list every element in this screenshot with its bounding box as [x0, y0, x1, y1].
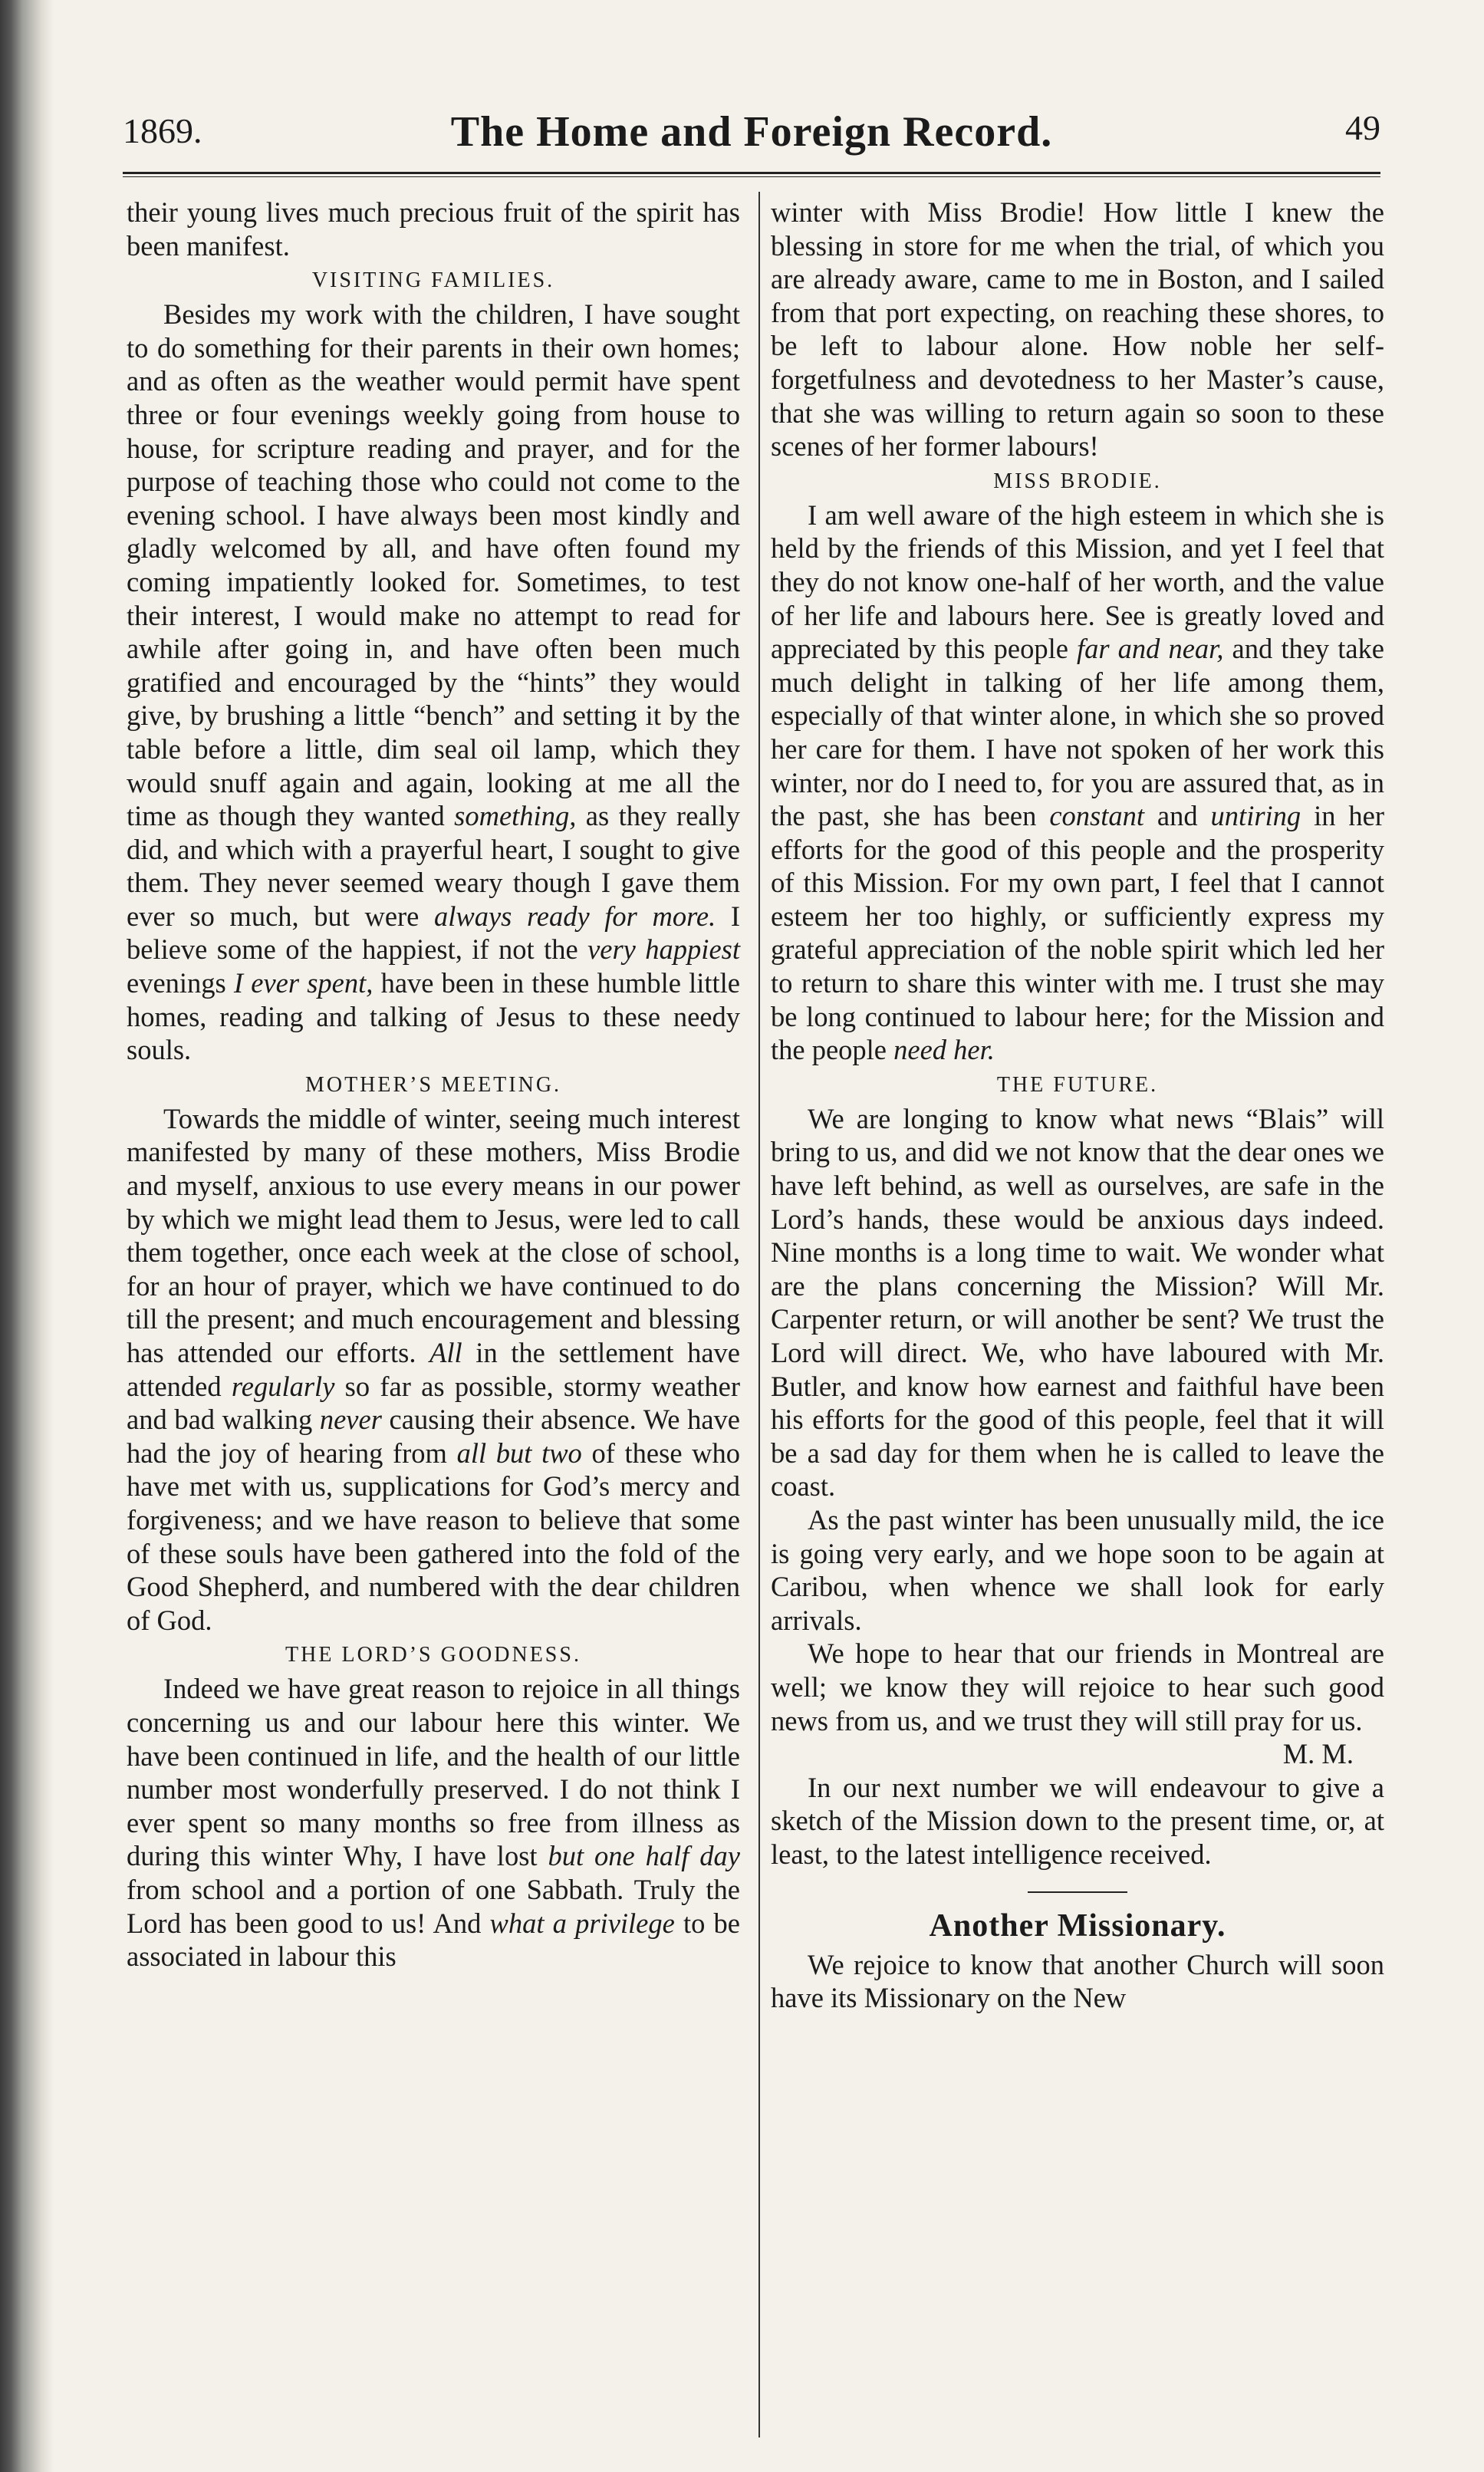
paragraph: We rejoice to know that another Church will soon have its Missionary on the New	[771, 1948, 1384, 2014]
column-divider	[758, 192, 760, 2437]
running-header	[123, 107, 1380, 161]
paragraph: Besides my work with the children, I have sought to do something for their parents in their own homes; and as often as the weather would permit have spent three or four evenings weekly going from house to house, for scripture reading and prayer, and for the purpose of teaching those who could not come to the evening school. I have always been most kindly and gladly welcomed by all, and have often found my coming impatiently looked for. Sometimes, to test their interest, I would make no attempt to read for awhile after going in, and have often been much gratified and encouraged by the “hints” they would give, by brushing a little “bench” and setting it by the table before a little, dim seal oil lamp, which they would snuff again and again, looking at me all the time as though they wanted something, as they really did, and which with a prayerful heart, I sought to give them. They never seemed weary though I gave them ever so much, but were always ready for more. I believe some of the happiest, if not the very happiest evenings I ever spent, have been in these humble little homes, reading and talking of Jesus to these needy souls.	[127, 298, 741, 1066]
paragraph: I am well aware of the high esteem in which she is held by the friends of this Mission, and yet I feel that they do not know one-half of her worth, and the value of her life and labours here. See is greatly loved and appreciated by this people far and near, and they take much delight in talking of her life among them, especially of that winter alone, in which she so proved her care for them. I have not spoken of her work this winter, nor do I need to, for you are assured that, as in the past, she has been constant and untiring in her efforts for the good of this people and the prosperity of this Mission. For my own part, I feel that I cannot esteem her too highly, or sufficiently express my grateful appreciation of the noble spirit which led her to return to share this winter with me. I trust she may be long continued to labour here; for the Mission and the people need her.	[771, 499, 1385, 1066]
header-year: 1869.	[123, 111, 202, 150]
section-heading-miss-brodie: MISS BRODIE.	[993, 469, 1162, 493]
journal-title: The Home and Foreign Record.	[450, 108, 1053, 156]
paragraph: We hope to hear that our friends in Montreal are well; we know they will rejoice to hear such good news from us, and we trust they will still pray for us.	[771, 1638, 1384, 1736]
section-heading-lords-goodness: THE LORD’S GOODNESS.	[285, 1643, 581, 1667]
paragraph: their young lives much precious fruit of the spirit has been manifest.	[127, 196, 740, 262]
article-title: Another Missionary.	[929, 1907, 1226, 1944]
paragraph: In our next number we will endeavour to give a sketch of the Mission down to the present time, or, at least, to the latest intelligence received.	[771, 1771, 1384, 1870]
scanned-page-edge	[0, 0, 54, 2472]
section-heading-visiting-families: VISITING FAMILIES.	[311, 268, 555, 293]
paragraph: As the past winter has been unusually mild, the ice is going very early, and we hope soon to be again at Caribou, when whence we shall look for early arrivals.	[771, 1503, 1384, 1636]
section-heading-mothers-meeting: MOTHER’S MEETING.	[304, 1072, 562, 1097]
signature: M. M.	[1282, 1738, 1354, 1770]
paragraph: We are longing to know what news “Blais” will bring to us, and did we not know that the dear ones we have left behind, as well as ourselves, are safe in the Lord’s hands, these would be anxious days indeed. Nine months is a long time to wait. We wonder what are the plans concerning the Mission? Will Mr. Carpenter return, or will another be sent? We trust the Lord will direct. We, who have laboured with Mr. Butler, and know how earnest and faithful have been his efforts for the good of this people, feel that it will be a sad day for them when he is called to leave the coast.	[771, 1102, 1384, 1503]
article-divider	[1028, 1891, 1127, 1893]
right-column	[771, 196, 1384, 2015]
page-number: 49	[1345, 108, 1380, 147]
section-heading-the-future: THE FUTURE.	[996, 1072, 1159, 1097]
paragraph: Indeed we have great reason to rejoice in all things concerning us and our labour here this winter. We have been continued in life, and the health of our little number most wonderfully preserved. I do not think I ever spent so many months so free from illness as during this winter Why, I have lost but one half day from school and a portion of one Sabbath. Truly the Lord has been good to us! And what a privilege to be associated in labour this	[127, 1673, 741, 1973]
paragraph: Towards the middle of winter, seeing much interest manifested by many of these mothers, Miss Brodie and myself, anxious to use every means in our power by which we might lead them to Jesus, were led to call them together, once each week at the close of school, for an hour of prayer, which we have continued to do till the present; and much encouragement and blessing has attended our efforts. All in the settlement have attended regularly so far as possible, stormy weather and bad walking never causing their absence. We have had the joy of hearing from all but two of these who have met with us, supplications for God’s mercy and forgiveness; and we have reason to believe that some of these souls have been gathered into the fold of the Good Shepherd, and numbered with the dear children of God.	[127, 1102, 741, 1636]
paragraph: winter with Miss Brodie! How little I knew the blessing in store for me when the trial, of which you are already aware, came to me in Boston, and I sailed from that port expecting, on reaching these shores, to be left to labour alone. How noble her self-forgetfulness and devotedness to her Master’s cause, that she was willing to return again so soon to these scenes of her former labours!	[771, 196, 1384, 462]
left-column	[127, 196, 740, 1973]
header-rule	[123, 172, 1380, 177]
